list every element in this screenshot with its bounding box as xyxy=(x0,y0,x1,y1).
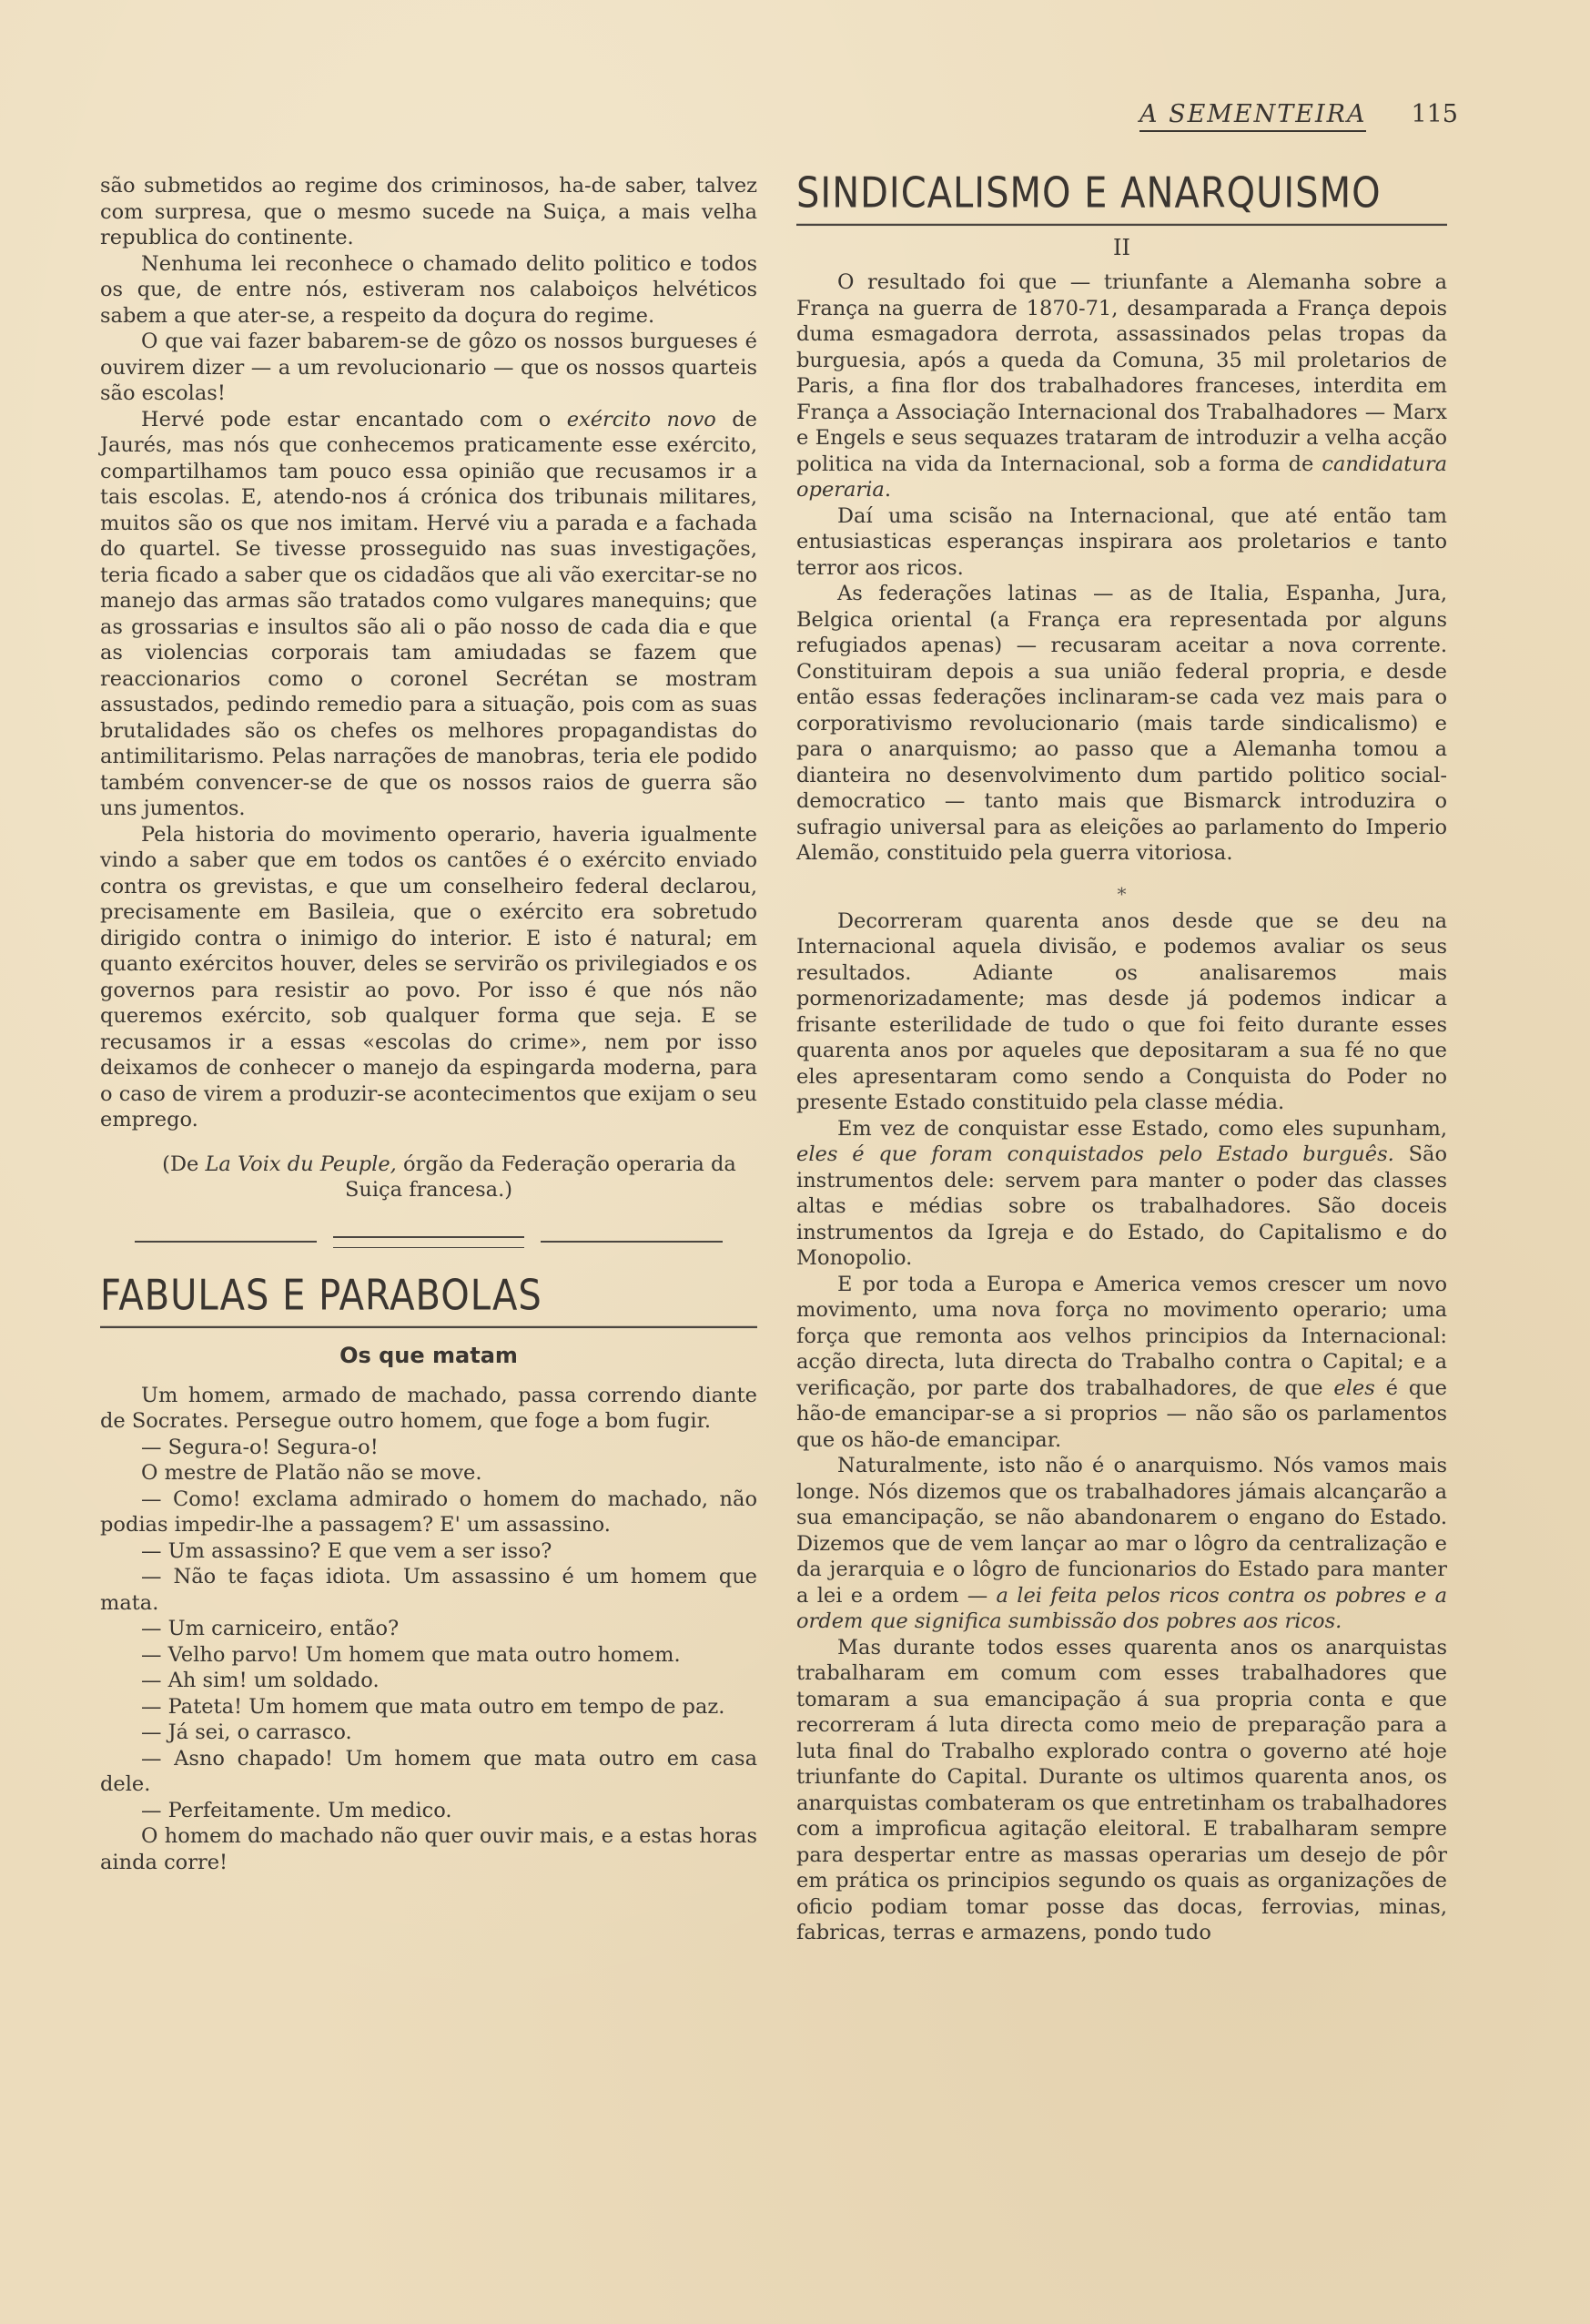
paragraph: Daí uma scisão na Internacional, que até então tam entusiasticas esperanças inspirara aos proletarios e tanto terror aos ricos. xyxy=(796,503,1447,580)
italic-run: exército novo xyxy=(566,407,716,431)
story-subtitle: Os que matam xyxy=(339,1342,518,1368)
fable-text xyxy=(100,1383,757,1876)
divider-line xyxy=(541,1241,723,1243)
text-run: órgão da Federação operaria da Suiça francesa.) xyxy=(344,1152,736,1202)
paragraph: Decorreram quarenta anos desde que se deu na Internacional aquela divisão, e podemos avaliar os seus resultados. Adiante os analisaremos mais pormenorizadamente; mas desde já podemos indicar a frisante esterilidade de tudo o que foi feito durante esses quarenta anos por aqueles que depositaram a sua fé no que eles apresentaram como sendo a Conquista do Poder no presente Estado constituido pela classe média. xyxy=(796,908,1447,1114)
paragraph: O que vai fazer babarem-se de gôzo os nossos burgueses é ouvirem dizer — a um revolucionario — que os nossos quarteis são escolas! xyxy=(100,330,757,405)
fable-line: O mestre de Platão não se move. xyxy=(141,1461,482,1485)
text-run: O resultado foi que — triunfante a Alemanha sobre a França na guerra de 1870-71, desamparada a França depois duma esmagadora derrota, assassinados pelas tropas da burguesia, após a queda da Comuna, 35 mil proletarios de Paris, a fina flor dos trabalhadores franceses, interdita em França a Associação Internacional dos Trabalhadores — Marx e Engels e seus sequazes trataram de introduzir a velha acção politica na vida da Internacional, sob a forma de xyxy=(796,270,1447,476)
fable-line: — Velho parvo! Um homem que mata outro homem. xyxy=(141,1642,681,1667)
divider-ornament xyxy=(333,1236,524,1248)
running-title: A SEMENTEIRA xyxy=(1139,100,1366,132)
left-column xyxy=(100,173,757,1875)
fable-line: — Segura-o! Segura-o! xyxy=(141,1435,379,1459)
italic-run: candidatura operaria xyxy=(796,452,1447,502)
fable-line: O homem do machado não quer ouvir mais, e a estas horas ainda corre! xyxy=(100,1824,757,1874)
paragraph: Pela historia do movimento operario, haveria igualmente vindo a saber que em todos os cantões é o exército enviado contra os grevistas, e que um conselheiro federal declarou, precisamente em Basileia, que o exército era sobretudo dirigido contra o inimigo do interior. E isto é natural; em quanto exércitos houver, deles se servirão os privilegiados e os governos para resistir ao povo. Por isso é que nós não queremos exército, sob qualquer forma que seja. E se recusamos ir a essas «escolas do crime», nem por isso deixamos de conhecer o manejo da espingarda moderna, para o caso de virem a produzir-se acontecimentos que exijam o seu emprego. xyxy=(100,822,758,1132)
italic-run: eles xyxy=(1333,1375,1375,1400)
text-run: de Jaurés, mas nós que conhecemos praticamente esse exército, compartilhamos tam pouco essa opinião que recusamos ir a tais escolas. E, atendo-nos á crónica dos tribunais militares, muitos são os que nos imitam. Hervé viu a parada e a fachada do quartel. Se tivesse prosseguido nas suas investigações, teria ficado a saber que os cidadãos que ali vão exercitar-se no manejo das armas são tratados como vulgares manequins; que as grossarias e insultos são ali o pão nosso de cada dia e que as violencias corporais tam amiudadas se fazem que reaccionarios como o coronel Secrétan se mostram assustados, pedindo remedio para a situação, pois com as suas brutalidades são os chefes os melhores propagandistas do antimilitarismo. Pelas narrações de manobras, teria ele podido também convencer-se de que os nossos raios de guerra são uns jumentos. xyxy=(100,407,757,820)
text-run: Naturalmente, isto não é o anarquismo. Nós vamos mais longe. Nós dizemos que os trabalhadores jámais alcançarão a sua emancipação, se não abandonarem o engano do Estado. Dizemos que de vem lançar ao mar o lôgro da centralização e da jerarquia e o lôgro de funcionarios do Estado para manter a lei e a ordem — xyxy=(796,1454,1447,1608)
paragraph xyxy=(100,407,757,822)
text-run: (De xyxy=(162,1152,206,1176)
article-title: SINDICALISMO E ANARQUISMO xyxy=(796,169,1447,226)
citation xyxy=(100,1152,757,1203)
paragraph: Nenhuma lei reconhece o chamado delito politico e todos os que, de entre nós, estiveram nos calaboiços helvéticos sabem a que ater-se, a respeito da doçura do regime. xyxy=(100,251,757,328)
fable-line: — Não te faças idiota. Um assassino é um homem que mata. xyxy=(100,1565,757,1615)
divider-line xyxy=(135,1241,317,1243)
text-run: São instrumentos dele: servem para manter o poder das classes altas e médias sobre os trabalhadores. São doceis instrumentos da Igreja e do Estado, do Capitalismo e do Monopolio. xyxy=(796,1142,1447,1270)
fable-line: — Ah sim! um soldado. xyxy=(141,1669,380,1692)
fable-line: — Um assassino? E que vem a ser isso? xyxy=(141,1538,552,1563)
paragraph xyxy=(796,269,1447,503)
italic-run: La Voix du Peuple, xyxy=(205,1152,397,1176)
paragraph xyxy=(796,1116,1447,1272)
paragraph xyxy=(796,1272,1447,1454)
paragraph: Mas durante todos esses quarenta anos os anarquistas trabalharam em comum com esses trabalhadores que tomaram a sua emancipação á sua propria conta e que recorreram á luta directa como meio de preparação para a luta final do Trabalho explorado contra o governo até hoje triunfante do Capital. Durante os ultimos quarenta anos, os anarquistas combateram os que entretinham os trabalhadores com a improficua agitação eleitoral. E trabalharam sempre para despertar entre as massas operarias um desejo de pôr em prática os principios segundo os quais as organizações de oficio podiam tomar posse das docas, ferrovias, minas, fabricas, terras e armazens, pondo tudo xyxy=(796,1635,1447,1944)
text-run: E por toda a Europa e America vemos crescer um novo movimento, uma nova força no movimento operario; uma força que remonta aos velhos principios da Internacional: acção directa, luta directa do Trabalho contra o Capital; e a verificação, por parte dos trabalhadores, de que xyxy=(796,1272,1447,1400)
fable-line: — Como! exclama admirado o homem do machado, não podias impedir-lhe a passagem? E' um assassino. xyxy=(100,1487,757,1537)
right-column xyxy=(796,168,1447,1946)
paragraph xyxy=(796,1453,1447,1635)
fable-line: — Asno chapado! Um homem que mata outro em casa dele. xyxy=(100,1746,757,1796)
section-title-fabulas: FABULAS E PARABOLAS xyxy=(100,1271,757,1327)
text-run: Hervé pode estar encantado com o xyxy=(141,407,567,431)
fable-line: — Perfeitamente. Um medico. xyxy=(141,1798,452,1822)
running-header xyxy=(1139,100,1458,140)
page-number: 115 xyxy=(1411,100,1458,128)
fable-line: — Pateta! Um homem que mata outro em tempo de paz. xyxy=(141,1694,725,1719)
italic-run: eles é que foram conquistados pelo Estado burguês. xyxy=(796,1142,1394,1166)
italic-run: a lei feita pelos ricos contra os pobres e a ordem que significa sumbissão dos pobres aos ricos. xyxy=(796,1583,1447,1633)
section-separator: * xyxy=(1117,882,1127,905)
fable-line: — Já sei, o carrasco. xyxy=(141,1720,352,1744)
text-run: é que hão-de emancipar-se a si proprios — não são os parlamentos que os hão-de emancipar. xyxy=(796,1375,1447,1452)
text-run: Em vez de conquistar esse Estado, como eles supunham, xyxy=(837,1116,1447,1141)
section-number: II xyxy=(1113,235,1130,260)
fable-line: Um homem, armado de machado, passa correndo diante de Socrates. Persegue outro homem, que foge a bom fugir. xyxy=(100,1383,757,1433)
paragraph: As federações latinas — as de Italia, Espanha, Jura, Belgica oriental (a França era representada por alguns refugiados apenas) — recusaram aceitar a nova corrente. Constituiram depois a sua união federal propria, e desde então essas federações inclinaram-se cada vez mais para o corporativismo revolucionario (mais tarde sindicalismo) e para o anarquismo; ao passo que a Alemanha tomou a dianteira no desenvolvimento dum partido politico social-democratico — tanto mais que Bismarck introduzira o sufragio universal para as eleições ao parlamento do Imperio Alemão, constituido pela guerra vitoriosa. xyxy=(796,582,1447,865)
section-divider xyxy=(100,1236,757,1248)
fable-line: — Um carniceiro, então? xyxy=(141,1617,400,1640)
paragraph: são submetidos ao regime dos criminosos, ha-de saber, talvez com surpresa, que o mesmo sucede na Suiça, a mais velha republica do continente. xyxy=(100,174,757,249)
text-run: . xyxy=(884,478,891,502)
